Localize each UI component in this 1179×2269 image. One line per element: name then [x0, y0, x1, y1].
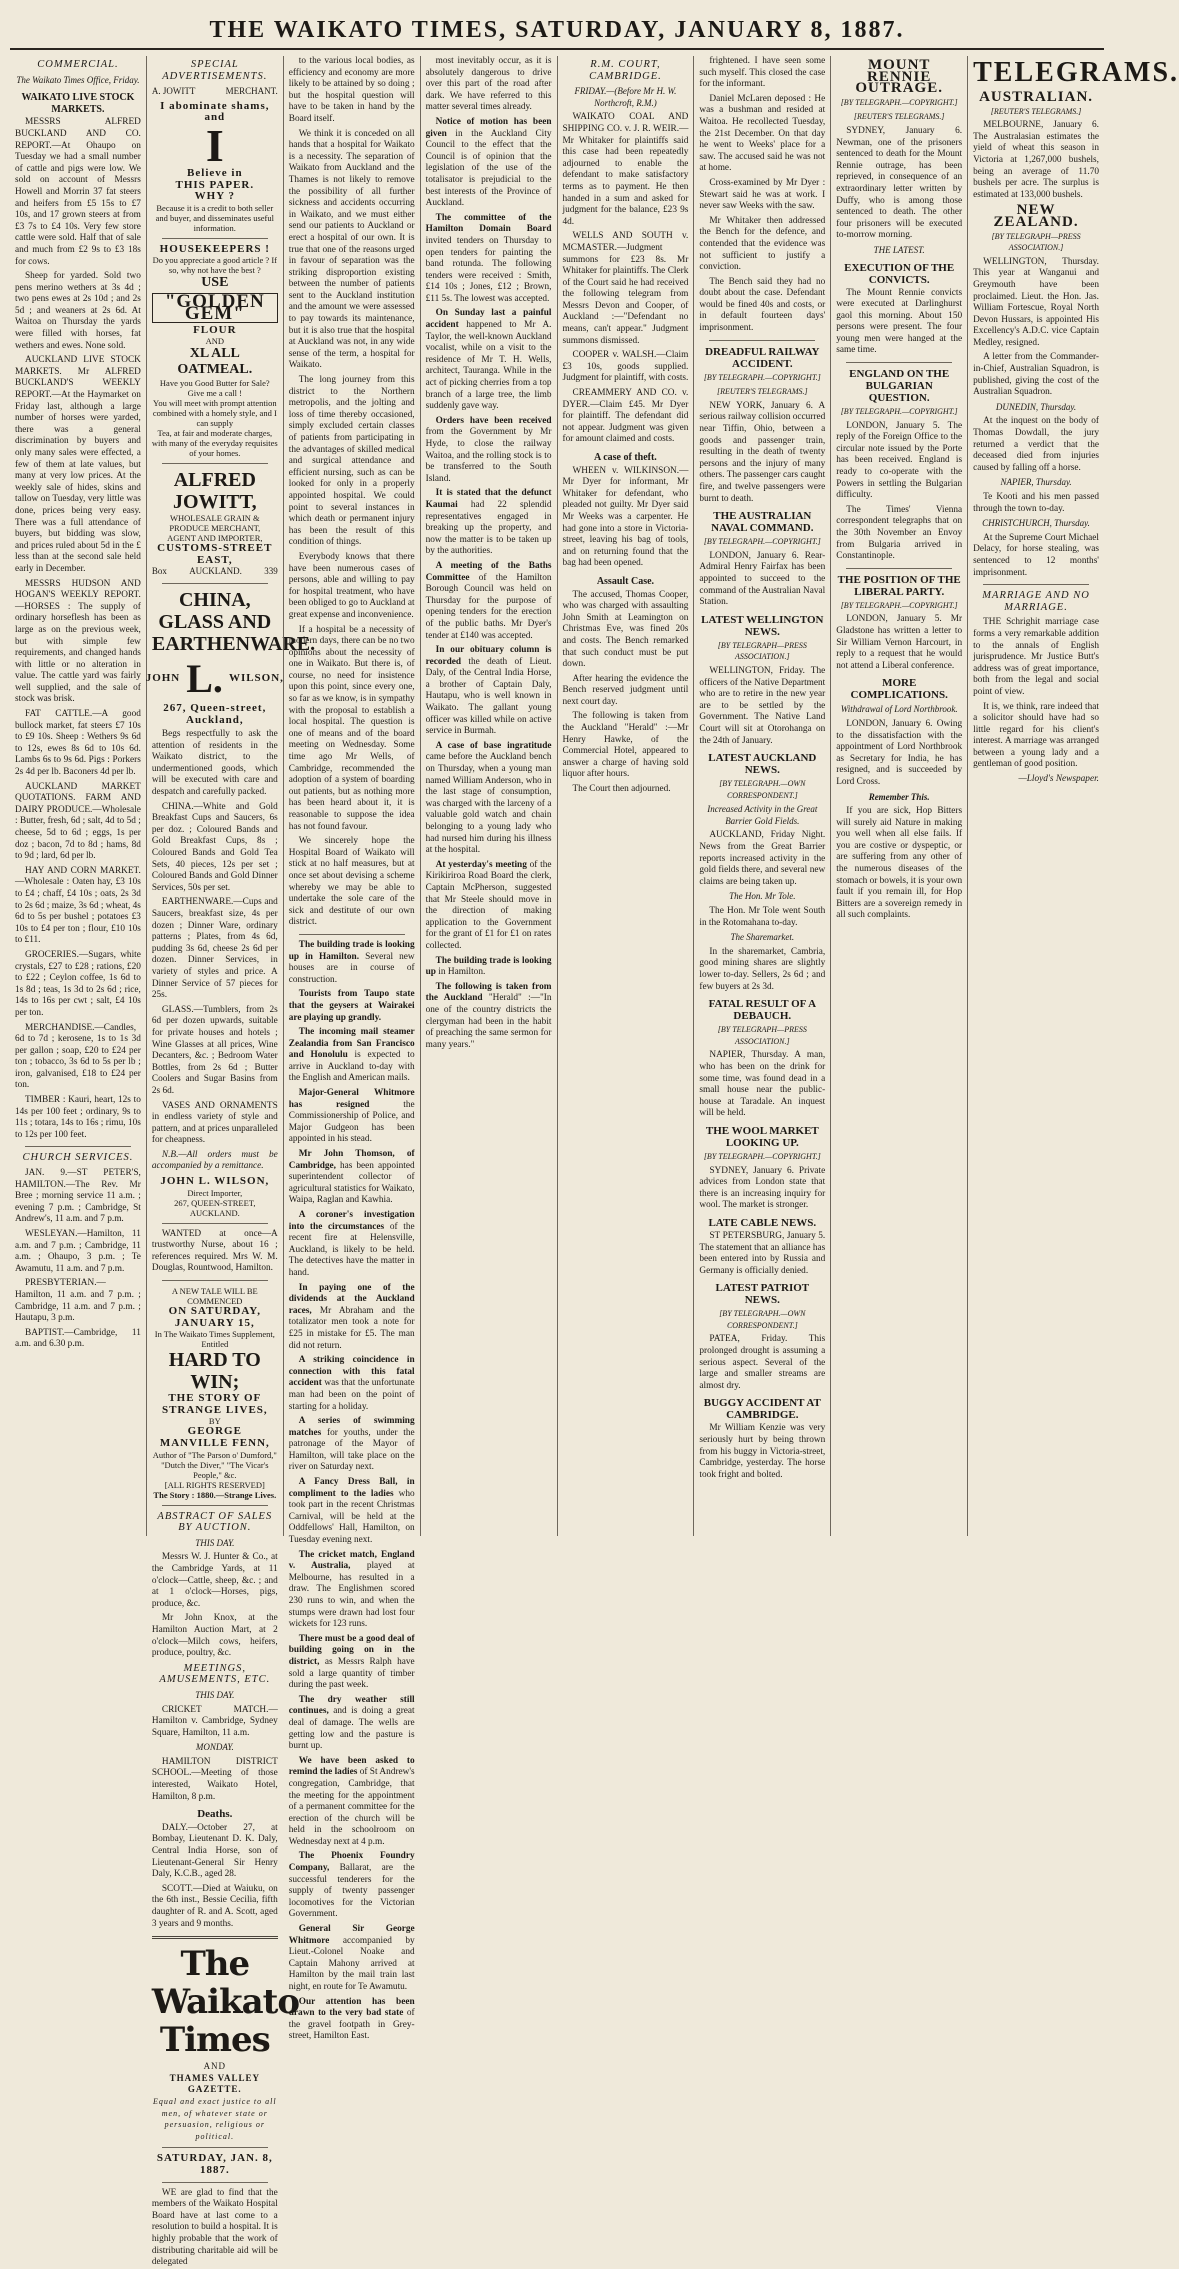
subheading: FRIDAY.—(Before Mr H. W. Northcroft, R.M.) — [574, 86, 677, 108]
credit-line: [BY TELEGRAPH—PRESS ASSOCIATION.] — [991, 231, 1081, 253]
paragraph: The Mount Rennie convicts were executed at Darlinghurst gaol this morning. About 150 persons were present. The four young men were hanged at the same time. — [836, 287, 963, 356]
divider — [846, 568, 952, 569]
ad-line: XL ALL OATMEAL. — [177, 346, 253, 378]
divider — [162, 2147, 268, 2148]
golden-gem-ad — [152, 244, 278, 458]
ad-line: ON SATURDAY, JANUARY 15, — [168, 1305, 261, 1329]
subheading: Increased Activity in the Great Barrier Gold Fields. — [707, 804, 818, 826]
subheading: The Waikato Times Office, Friday. — [16, 74, 140, 85]
ad-box-label: Box — [151, 566, 167, 577]
news-note — [289, 1756, 415, 1849]
ad-big-letter: L. — [186, 655, 223, 701]
paragraph: FAT CATTLE.—A good bullock market, fat steers £7 10s to £9 10s. Sheep : Wethers 9s 6d to 12s, ewes 8s 6d to 10s 6d. Lambs 6s to 9s 6d. Pigs : Porkers 2s 4d per lb. Baconers 4d per lb. — [15, 709, 141, 778]
wilson-name-row — [145, 655, 284, 701]
credit-line: [REUTER'S TELEGRAMS.] — [853, 112, 945, 122]
news-note — [289, 1695, 415, 1753]
note-text: and is doing a great deal of damage. The wells are getting low and the pasture is burnt up. — [288, 1706, 415, 1752]
note-text: of the Kirikiriroa Road Board the clerk, Captain McPherson, suggested that Mr Steele should move in the direction of making application to the Government for the grant of £1 for £1 on rates collected. — [425, 859, 552, 951]
news-note — [289, 989, 415, 1024]
paragraph: MELBOURNE, January 6. The Australasian estimates the yield of wheat this season in Victoria at 1,267,000 bushels, being an average of 11.70 bushels per acre. The surplus is estimated at 133,000 bushels. — [973, 120, 1099, 200]
column-court — [557, 56, 694, 1536]
note-lead: On Sunday last a painful accident — [425, 308, 552, 331]
note-lead: The incoming mail steamer Zealandia from San Francisco and Honolulu — [288, 1027, 415, 1061]
paragraph: At the inquest on the body of Thomas Dowdall, the jury returned a verdict that the deceased died from injuries caused by falling off a horse. — [973, 416, 1099, 473]
column-advertisements — [145, 56, 316, 2268]
paragraph: most inevitably occur, as it is absolutely dangerous to drive over this part of the road after dark. We have referred to this matter several times already. — [425, 56, 552, 113]
paragraph: AUCKLAND LIVE STOCK MARKETS. Mr ALFRED BUCKLAND'S WEEKLY REPORT.—At the Haymarket on Friday last, although a large number of horses were yarded, there was a general discrimination by buyers and only many sales were effected, a few of them at late values, but many at very low prices. At the weekly sale of hides, skins and tallow on Tuesday, very little was done, prices being very easy. There was a full attendance of buyers, but bidding was slow, and prices ruled about 5d in the £ less than at the second sale held early in December. — [15, 355, 141, 574]
subheading: Withdrawal of Lord Northbrook. — [840, 704, 958, 715]
note-text: Several new houses are in course of construction. — [288, 951, 415, 985]
divider — [162, 238, 268, 239]
credit-line: [BY TELEGRAPH.—COPYRIGHT.] — [703, 1151, 821, 1161]
article-heading: MOUNT RENNIE OUTRAGE. — [855, 57, 943, 97]
wilson-ad — [145, 588, 316, 726]
credit-line: [BY TELEGRAPH.—COPYRIGHT.] — [703, 372, 821, 382]
paragraph: N.B.—All orders must be accompanied by a remittance. — [151, 1149, 278, 1172]
note-text: who took part in the recent Christmas Carnival, will be held at the Oddfellows' Hall, Hamilton, on Tuesday evening next. — [288, 1488, 415, 1546]
ad-line: Direct Importer, — [187, 1187, 243, 1198]
divider — [162, 463, 268, 464]
article-heading: AUSTRALIAN. — [979, 89, 1094, 105]
note-lead: A striking coincidence in connection with this fatal accident — [288, 1355, 415, 1389]
paragraph: The Hon. Mr Tole went South in the Rotomahana to-day. — [699, 906, 826, 928]
divider — [299, 934, 405, 935]
paragraph: The long journey from this district to the Northern metropolis, and the jolting and loss of time thereby occasioned, simply excluded certain classes of patients from participating in the advantages of skilled medical and surgical attendance and efficient nursing, such as can be looked for only in a properly appointed hospital. We could point to several instances in which death or permanent injury has been the result of this condition of things. — [288, 375, 415, 548]
credit-line: [BY TELEGRAPH.—COPYRIGHT.] — [840, 97, 958, 107]
paragraph: GLASS.—Tumblers, from 2s 6d per dozen upwards, suitable for private houses and hotels ; Wine Glasses at all prices, Wine Decanters, &c. ; Bedroom Water Bottles, from 2s 6d ; Butter Coolers and Sugar Basins from 2s 6d. — [151, 1004, 278, 1096]
note-lead: In our obituary column is recorded — [425, 645, 552, 667]
note-lead: Orders have been received — [435, 415, 552, 426]
note-text: from the Government by Mr Hyde, to close the railway Waitoa, and the rolling stock is to be transferred to the South Island. — [425, 427, 552, 484]
paragraph: The following is taken from the Auckland "Herald" :—Mr Henry Hawke, of the Commercial Hotel, appeared to answer a charge of having sold liquor after hours. — [562, 711, 689, 780]
column-telegrams-2 — [830, 56, 967, 1536]
news-note — [289, 1997, 415, 2043]
masthead-title: THE WAIKATO TIMES, SATURDAY, JANUARY 8, 1887. — [209, 17, 905, 43]
note-text: of the gravel footpath in Grey-street, Hamilton East. — [288, 2008, 415, 2042]
column-telegrams-3 — [967, 56, 1179, 1536]
note-text: the Commissionership of Police, and Major Gudgeon has been appointed in his stead. — [288, 1099, 415, 1145]
note-text: came before the Auckland bench on Thursday, when a young man named William Anderson, who in the last stage of consumption, was charged with the larceny of a valuable gold watch and chain belonging to a young lady who had nursed him during his illness at the hospital. — [425, 752, 552, 856]
column-local-news — [420, 56, 557, 1536]
news-note — [426, 860, 552, 953]
paragraph: WELLINGTON, Friday. The officers of the Native Department who are to retire in the new year are to be settled by the Government. The Native Land Court will sit at Otorohanga on the 24th of January. — [699, 665, 826, 746]
ad-line: ALFRED JOWITT, — [173, 469, 257, 514]
paragraph: Mr John Knox, at the Hamilton Auction Mart, at 2 o'clock—Milch cows, heifers, produce, poultry, &c. — [151, 1613, 278, 1659]
divider — [162, 1223, 268, 1224]
article-heading: LATEST WELLINGTON NEWS. — [701, 613, 824, 638]
paragraph: At the Supreme Court Michael Delacy, for horse stealing, was sentenced to 12 months' imprisonment. — [973, 532, 1099, 578]
paragraph: MESSRS HUDSON AND HOGAN'S WEEKLY REPORT.—HORSES : The supply of ordinary horseflesh has been as large as on the previous week, but with simple few requirements, and changed hands with little or no alteration in value. The cattle yard was fairly well supplied, and the sale of stock was brisk. — [15, 578, 141, 705]
ad-line: WHY ? — [194, 190, 235, 203]
ad-line: Do you appreciate a good article ? If so, why not have the best ? — [152, 255, 277, 276]
paragraph: CRICKET MATCH.—Hamilton v. Cambridge, Sydney Square, Hamilton, 11 a.m. — [151, 1704, 278, 1738]
article-heading: DREADFUL RAILWAY ACCIDENT. — [705, 345, 820, 370]
news-note — [426, 308, 552, 412]
note-lead: The following is taken from the Auckland — [425, 981, 552, 1004]
note-lead: The Phoenix Foundry Company, — [288, 1851, 415, 1874]
note-text: of St Andrew's congregation, Cambridge, that the meeting for the appointment of a permanent committee for the erection of the church will be held in the schoolroom on Wednesday next at 4 p.m. — [288, 1767, 415, 1847]
ad-line: BY — [208, 1416, 221, 1427]
paragraph: WAIKATO COAL AND SHIPPING CO. v. J. R. WEIR.—Mr Whitaker for plaintiffs said this case had been repeatedly adjourned to enable the defendant to make satisfactory terms as to payment. He then handed in a sum and asked for judgment for the balance, £23 9s 4d. — [562, 112, 689, 227]
paragraph: Te Kooti and his men passed through the town to-day. — [973, 492, 1099, 514]
note-lead: The committee of the Hamilton Domain Board — [425, 212, 552, 235]
note-text: played at Melbourne, has resulted in a draw. The Englishmen scored 230 runs to win, and when the stumps were drawn had lost four wickets for 123 runs. — [288, 1561, 415, 1630]
divider — [162, 1280, 268, 1281]
ad-line: FLOUR — [193, 323, 237, 336]
section-heading: CHURCH SERVICES. — [22, 1152, 134, 1164]
paragraph: LONDON, January 6. Rear-Admiral Henry Fairfax has been appointed to succeed to the command of the Australian Naval Station. — [699, 550, 826, 608]
subheading: THIS DAY. — [195, 1689, 235, 1700]
paragraph: HAY AND CORN MARKET.—Wholesale : Oaten hay, £3 10s to £4 ; chaff, £4 10s ; oats, 2s 3d to 2s 6d ; maize, 3s 6d ; wheat, 4s 6d to 5s per bushel ; potatoes £3 10s to £4 per ton ; flour, £10 10s to £11. — [15, 865, 141, 946]
note-lead: The dry weather still continues, — [288, 1694, 415, 1717]
paragraph: Sheep for yarded. Sold two pens merino wethers at 3s 4d ; two pens ewes at 2s 10d ; and 2s 5d ; and weaners at 2s 6d. At Waitoa on Thursday the yards were filled with horses, fat wethers and ewes. None sold. — [15, 271, 141, 351]
divider — [846, 362, 952, 363]
alfred-jowitt-ad — [152, 469, 278, 578]
paragraph: DALY.—October 27, at Bombay, Lieutenant D. K. Daly, Central India Horse, son of Lieutenant-General Sir Henry Daly, K.C.B., aged 28. — [151, 1822, 278, 1880]
subheading: DUNEDIN, Thursday. — [995, 401, 1077, 412]
ad-box-number: 339 — [264, 566, 278, 577]
note-lead: There must be a good deal of building going on in the district, — [288, 1633, 415, 1667]
ad-line: AND — [205, 336, 225, 347]
article-heading: LATE CABLE NEWS. — [708, 1216, 817, 1229]
article-heading: LATEST AUCKLAND NEWS. — [708, 752, 817, 777]
note-lead: A meeting of the Baths Committee — [425, 560, 552, 583]
section-heading: COMMERCIAL. — [37, 59, 119, 70]
paragraph: Begs respectfully to ask the attention of residents in the Waikato district, to the undermentioned goods, which will be executed with care and despatch and carefully packed. — [151, 729, 278, 798]
article-heading: ENGLAND ON THE BULGARIAN QUESTION. — [849, 368, 950, 405]
paragraph: Mr William Kenzie was very seriously hurt by being thrown from his buggy in Victoria-street, Cambridge, yesterday. The horse took fright and bolted. — [699, 1423, 826, 1480]
divider — [162, 583, 268, 584]
nameplate-motto: Equal and exact justice to all men, of whatever state or persuasion, religious or political. — [153, 2096, 277, 2141]
subheading: MONDAY. — [195, 1742, 234, 1753]
news-note — [289, 1355, 415, 1413]
news-note — [289, 1924, 415, 1994]
column-editorial — [283, 56, 420, 2042]
ad-line: JOHN — [145, 672, 181, 685]
divider — [152, 1936, 278, 1939]
paragraph: We sincerely hope the Hospital Board of Waikato will stick at no half measures, but at once set about devising a scheme whereby we may be able to undertake the sole care of the sick and destitute of our own district. — [288, 836, 415, 928]
divider — [162, 2182, 268, 2183]
paragraph: If a hospital be a necessity of modern days, there can be no two opinions about the necessity of one in Waikato. But there is, of course, no need for insistence upon this point, since every one, so far as we know, is in sympathy with the proposal to establish a local hospital. The question is one of means and of the board meeting on Wednesday. Some time ago Mr Wells, of Cambridge, recommended the adoption of a system of boarding out patients, but as nothing more has been heard about it, it is reasonable to suppose the idea has not found favour. — [288, 624, 415, 832]
ad-line: USE — [201, 275, 229, 291]
paragraph: CHINA.—White and Gold Breakfast Cups and Saucers, 6s per doz. ; Coloured Bands and Gold Breakfast Cups, 8s ; Coloured Bands and Gold Tea Sets, 40 pieces, 12s per set ; Coloured Bands and Gold Dinner Services, 50s per set. — [151, 801, 278, 893]
subheading: MORE COMPLICATIONS. — [850, 677, 948, 702]
ad-merchant-name: A. JOWITT — [151, 86, 196, 97]
paragraph: In the sharemarket, Cambria, good mining shares are slightly lower to-day. Sellers, 2s 6d ; and few buyers at 2s 3d. — [699, 946, 826, 992]
paragraph: EARTHENWARE.—Cups and Saucers, breakfast size, 4s per dozen ; Dinner Ware, ordinary patterns ; Plates, from 4s 6d, pudding 3s 6d, cheese 2s 6d per dozen. Dinner Services, in variety of styles and price. A Dinner Service of 57 pieces for 25s. — [151, 897, 278, 1001]
paragraph: TIMBER : Kauri, heart, 12s to 14s per 100 feet ; ordinary, 9s to 11s ; totara, 14s to 16s ; rimu, 10s to 12s per 100 feet. — [15, 1095, 141, 1140]
paragraph: to the various local bodies, as efficiency and economy are more likely to be attained by so doing ; but the hospital question will have to be taken in hand by the Board itself. — [288, 56, 415, 124]
paragraph: ST PETERSBURG, January 5. The statement that an alliance has been entered into by Russia and Germany is officially denied. — [699, 1230, 826, 1276]
subheading: EXECUTION OF THE CONVICTS. — [844, 261, 955, 286]
paragraph: AUCKLAND, Friday Night. News from the Great Barrier reports increased activity in the gold fields there, and several new claims are being taken up. — [699, 830, 826, 887]
news-note — [289, 1477, 415, 1547]
note-lead: A series of swimming matches — [288, 1416, 415, 1438]
paragraph: SYDNEY, January 6. Newman, one of the prisoners sentenced to death for the Mount Rennie outrage, has been reprieved, in consequence of an extraordinary letter written by Duffy, who is among those sentenced to death. The other four prisoners will be executed to-morrow morning. — [836, 125, 963, 241]
paragraph: We think it is conceded on all hands that a hospital for Waikato is a necessity. The separation of Waikato from Auckland and the Thames is not likely to remove the possibility of all further sickness and accidents occurring in Waikato, and we must either send our patients to Auckland or erect a hospital of our own. It is true that one of the reasons urged in favour of separation was the striking disproportion existing between the number of patients sent to the Auckland institution and the amount we were assessed to pay towards its maintenance, but it is also true that the hospital at Auckland was not, in any wide sense of the term, a hospital for Waikato. — [288, 128, 415, 371]
note-lead: The building trade is looking up in Hamilton. — [288, 939, 415, 962]
divider — [709, 340, 815, 341]
ad-merchant-title: MERCHANT. — [225, 86, 278, 97]
article-heading: THE AUSTRALIAN NAVAL COMMAND. — [711, 510, 814, 535]
divider — [162, 1505, 268, 1506]
paragraph: WHEEN v. WILKINSON.—Mr Dyer for informant, Mr Whitaker for defendant, who pleaded not guilty. Mr Dyer said Mr Weeks was a carpenter. He had gone into a store in Victoria-street, leaving his bag of tools, and on returning found that the bag had been opened. — [562, 465, 689, 569]
paragraph: AUCKLAND MARKET QUOTATIONS. FARM AND DAIRY PRODUCE.—Wholesale : Butter, fresh, 6d ; salt, 4d to 5d ; cheese, 5d to 6d ; eggs, 1s per doz ; bacon, 7d to 8d ; hams, 8d to 9d ; lard, 6d per lb. — [15, 781, 141, 862]
news-note — [289, 1634, 415, 1692]
note-text: invited tenders on Thursday to open tenders for painting the band rotunda. The following tenders were received : Smith, £14 10s ; Jones, £12 ; Brown, £11 5s. The lowest was accepted. — [425, 235, 552, 304]
paragraph: PRESBYTERIAN.—Hamilton, 11 a.m. and 7 p.m. ; Cambridge, 11 a.m. and 7 p.m. ; Hautapu, 3 p.m. — [15, 1278, 141, 1324]
paragraph: SYDNEY, January 6. Private advices from London state that there is an increasing inquiry for wool. The market is stronger. — [699, 1165, 826, 1211]
section-heading: MARRIAGE AND NO MARRIAGE. — [982, 590, 1090, 613]
paragraph: frightened. I have seen some such myself. This closed the case for the informant. — [699, 56, 826, 90]
subheading: NAPIER, Thursday. — [1000, 477, 1072, 488]
ad-line: Have you Good Butter for Sale? Give me a call ! — [159, 378, 270, 399]
note-text: in Hamilton. — [438, 967, 486, 978]
divider — [25, 1146, 131, 1147]
paragraph: Cross-examined by Mr Dyer : Stewart said he was at work. I never saw Weeks with the saw. — [699, 177, 826, 212]
article-heading: NEW ZEALAND. — [993, 202, 1079, 230]
paragraph: LONDON, January 5. Mr Gladstone has written a letter to Sir William Vernon Harcourt, in reply to a request that he would not attend a Liberal conference. — [836, 614, 963, 671]
note-lead: Mr John Thomson, of Cambridge, — [288, 1149, 415, 1171]
paragraph: The Times' Vienna correspondent telegraphs that on the 30th November an Envoy from Bulgaria arrived in Constantinople. — [836, 504, 963, 562]
ad-line: Believe in — [187, 166, 243, 179]
paragraph: The Bench said they had no doubt about the case. Defendant would be fined 40s and costs, or in default fourteen days' imprisonment. — [699, 276, 826, 334]
news-note — [426, 416, 552, 486]
credit-line: [BY TELEGRAPH.—COPYRIGHT.] — [840, 407, 958, 417]
article-heading: LATEST PATRIOT NEWS. — [715, 1282, 810, 1307]
news-note — [426, 213, 552, 306]
paragraph: The Court then adjourned. — [572, 784, 671, 795]
paragraph: HAMILTON DISTRICT SCHOOL.—Meeting of those interested, Waikato Hotel, Hamilton, 8 p.m. — [151, 1756, 278, 1802]
paragraph: A letter from the Commander-in-Chief, Australian Squadron, is published, giving the cost of the Australian Squadron. — [973, 352, 1099, 398]
note-lead: Major-General Whitmore has resigned — [288, 1088, 415, 1110]
news-note — [426, 488, 552, 558]
paragraph: WELLINGTON, Thursday. This year at Wanganui and Greymouth have been proclaimed. Lieut. the Hon. Jas. William Fortescue, Royal North Devon Hussars, is appointed His Excellency's A.D.C. vice Captain Medley, resigned. — [973, 256, 1099, 348]
ad-line: THE STORY OF STRANGE LIVES, — [161, 1392, 268, 1416]
subheading: CHRISTCHURCH, Thursday. — [982, 518, 1090, 529]
leader-paragraph: WE are glad to find that the members of the Waikato Hospital Board have at last come to a resolution to build a hospital. It is highly probable that the work of distributing charitable aid will be delegated — [151, 2187, 278, 2268]
credit-line: [BY TELEGRAPH—PRESS ASSOCIATION.] — [717, 640, 807, 662]
note-text: of the recent fire at Helensville, Auckland, is likely to be held. The detectives have the matter in hand. — [288, 1221, 415, 1278]
wilson-signature — [152, 1176, 278, 1218]
deaths-heading: Deaths. — [197, 1808, 233, 1821]
paragraph: NAPIER, Thursday. A man, who has been on the drink for some time, was found dead in a small house near the public-house at Taradale. An inquest will be held. — [699, 1050, 826, 1119]
ad-header-row — [152, 86, 278, 98]
note-text: of the Hamilton Borough Council was held on Thursday for the purpose of opening tenders for the erection of the public baths. Mr Dyer's tender at £140 was accepted. — [425, 572, 552, 641]
subheading: The Sharemarket. — [730, 932, 795, 943]
paragraph: MERCHANDISE.—Candles, 6d to 7d ; kerosene, 1s to 1s 3d per gallon ; soap, £20 to £24 per ton ; tobacco, 3s 6d to 5s per lb ; iron, galvanised, £18 to £24 per ton. — [15, 1022, 141, 1091]
paragraph: The accused, Thomas Cooper, who was charged with assaulting John Smith at Leamington on Christmas Eve, was fined 20s and costs. The Bench remarked that such conduct must be put down. — [562, 589, 689, 670]
columns — [10, 56, 1179, 2268]
news-note — [289, 1088, 415, 1146]
note-lead: The cricket match, England v. Australia, — [288, 1549, 415, 1572]
note-lead: Notice of motion has been given — [425, 116, 552, 139]
article-heading: FATAL RESULT OF A DEBAUCH. — [708, 998, 817, 1023]
ad-line: In The Waikato Times Supplement, Entitled — [154, 1329, 275, 1350]
source-credit: —Lloyd's Newspaper. — [1018, 774, 1099, 785]
ad-line: A NEW TALE WILL BE COMMENCED — [171, 1286, 258, 1307]
paragraph: Everybody knows that there have been numerous cases of persons, able and willing to pay for hospital treatment, who have been obliged to go to Auckland at great expense and inconvenience. — [288, 551, 415, 620]
news-note — [426, 956, 552, 979]
note-text: in the Auckland City Council to the effect that the Council is of opinion that the legislation of the use of the totalisator is prejudicial to the best interests of the Province of Auckland. — [425, 128, 552, 209]
note-text: for youths, under the patronage of the Mayor of Hamilton, will take place on the river on Saturday next. — [288, 1427, 415, 1473]
news-note — [426, 982, 552, 1052]
paragraph: It is, we think, rare indeed that a solicitor should have had so little regard for his client's interest. A marriage was arranged between a young lady and a gentleman of good position. — [973, 701, 1099, 770]
paragraph: CREAMMERY AND CO. v. DYER.—Claim £45. Mr Dyer for plaintiff. The defendant did not appear. Judgment was given for amount claimed and costs. — [562, 388, 689, 445]
dateline: SATURDAY, JAN. 8, 1887. — [156, 2152, 273, 2176]
jowitt-ad — [152, 101, 278, 233]
paragraph: LONDON, January 5. The reply of the Foreign Office to the circular note issued by the Porte has been received. England is ready to co-operate with the Powers in settling the Bulgarian difficulty. — [836, 420, 963, 501]
ad-line: I abominate shams, and — [160, 99, 270, 124]
ad-line: AGENT AND IMPORTER, — [167, 533, 263, 544]
section-heading: MEETINGS, AMUSEMENTS, ETC. — [159, 1662, 271, 1686]
note-lead: A Fancy Dress Ball, in compliment to the ladies — [288, 1477, 415, 1499]
paragraph: VASES AND ORNAMENTS in endless variety of style and pattern, and at prices unparalleled for cheapness. — [151, 1100, 278, 1146]
note-lead: Tourists from Taupo state that the geysers at Wairakei are playing up grandly. — [288, 989, 415, 1023]
ad-line: JOHN L. WILSON, — [160, 1175, 270, 1188]
ad-line: Tea, at fair and moderate charges, with many of the everyday requisites of your homes. — [151, 428, 278, 459]
paragraph: After hearing the evidence the Bench reserved judgment until next court day. — [562, 673, 689, 707]
note-text: Ballarat, are the successful tenderers for the supply of twenty passenger locomotives for the Victorian Government. — [288, 1863, 415, 1920]
note-text: is expected to arrive in Auckland to-day with the English and American mails. — [288, 1050, 415, 1084]
subheading: THE LATEST. — [873, 244, 925, 255]
article-heading: A case of theft. — [594, 452, 657, 463]
news-note — [426, 117, 552, 210]
credit-line: [BY TELEGRAPH.—OWN CORRESPONDENT.] — [719, 779, 806, 800]
paragraph: BAPTIST.—Cambridge, 11 a.m. and 6.30 p.m. — [15, 1327, 141, 1350]
news-note — [289, 940, 415, 986]
column-telegrams-1 — [693, 56, 830, 1536]
note-lead: General Sir George Whitmore — [288, 1924, 415, 1946]
note-lead: It is stated that the defunct Kaumai — [425, 488, 552, 510]
ad-line: HOUSEKEEPERS ! — [159, 242, 270, 255]
news-note — [289, 1283, 415, 1353]
news-note — [426, 741, 552, 857]
news-note — [289, 1416, 415, 1474]
note-lead: A coroner's investigation into the circumstances — [288, 1210, 415, 1232]
ad-line: CHINA, GLASS AND — [158, 588, 272, 633]
newspaper-nameplate: The Waikato Times — [151, 1944, 300, 2061]
nameplate-subtitle: THAMES VALLEY GAZETTE. — [169, 2072, 261, 2095]
ad-line: 267, Queen-street, Auckland, — [163, 701, 267, 726]
news-note — [289, 1210, 415, 1280]
credit-line: [REUTER'S TELEGRAMS.] — [990, 106, 1082, 116]
paragraph: GROCERIES.—Sugars, white crystals, £27 to £28 ; rations, £20 to £22 ; Ceylon coffee, 1s 6d to 1s 8d ; teas, 1s 3d to 2s 6d ; rice, 14s to 16s per cwt ; salt, £4 10s per ton. — [15, 949, 141, 1018]
section-heading: ABSTRACT OF SALES BY AUCTION. — [157, 1510, 273, 1534]
ad-line: GEORGE MANVILLE FENN, — [159, 1425, 270, 1449]
paragraph: WESLEYAN.—Hamilton, 11 a.m. and 7 p.m. ; Cambridge, 11 a.m. ; Ohaupo, 3 p.m. ; Te Awamutu, 11 a.m. and 7 p.m. — [15, 1229, 141, 1274]
note-text: had 22 splendid representatives engaged in breaking up the property, and now the matter is to be taken up by the authorities. — [425, 499, 552, 557]
paragraph: Mr Whitaker then addressed the Bench for the defence, and contended that the evidence was not sufficient to justify a conviction. — [699, 215, 826, 273]
paragraph: LONDON, January 6. Owing to the dissatisfaction with the appointment of Lord Northbrook as Secretary for India, he has resigned, and is succeeded by Lord Cross. — [836, 718, 963, 787]
note-text: happened to Mr A. Taylor, the well-known Auckland vocalist, while on a visit to the residence of Mr T. H. Wells, architect, Tauranga. While in the act of picking cherries from a top branch of a large tree, the limb suddenly gave way. — [425, 320, 552, 412]
note-text: accompanied by Lieut.-Colonel Noake and Captain Mahony arrived at Hamilton by the mail train last night, en route for Te Awamutu. — [288, 1935, 415, 1992]
paragraph: MESSRS ALFRED BUCKLAND AND CO. REPORT.—At Ohaupo on Tuesday we had a small number of cattle and pigs were low. We sold on account of Messrs Howell and Morrin 37 fat steers and heifers from £5 15s to £7 10s, and 17 grown steers at from £3 7s to £4 10s. Very few store cattle were sold. Half that of sale and much from £2 9s to £3 18s for cows. — [15, 117, 141, 267]
paragraph: Daniel McLaren deposed : He was a bushman and resided at Waitoa. He recollected Tuesday, the 21st December. On that day he went to Weeks' place for a saw. The accused said he was not at home. — [699, 93, 826, 174]
section-heading: SPECIAL ADVERTISEMENTS. — [162, 59, 268, 82]
nameplate-and: AND — [203, 2061, 227, 2072]
ad-line: WILSON, — [228, 672, 284, 685]
note-lead: In paying one of the dividends at the Auckland races, — [288, 1282, 415, 1316]
paragraph: WELLS AND SOUTH v. MCMASTER.—Judgment summons for £23 8s. Mr Whitaker for plaintiffs. The Clerk of the Court said he had received the following telegram from Messrs Devon and Cooper, of Auckland :—"Defendant no means, can't appear." Judgment summons dismissed. — [562, 231, 689, 346]
credit-line: [BY TELEGRAPH.—COPYRIGHT.] — [840, 600, 958, 610]
article-heading: Assault Case. — [596, 575, 655, 587]
column-commercial — [10, 56, 146, 1536]
paragraph: COOPER v. WALSH.—Claim £3 10s, goods supplied. Judgment for plaintiff, with costs. — [562, 350, 689, 384]
note-lead: At yesterday's meeting — [435, 859, 527, 870]
ad-line: 267, QUEEN-STREET, AUCKLAND. — [174, 1197, 256, 1218]
credit-line: [BY TELEGRAPH—PRESS ASSOCIATION.] — [717, 1025, 807, 1046]
ad-line: Author of "The Parson o' Dumford," "Dutch the Diver," "The Vicar's People," &c. — [152, 1449, 277, 1480]
ad-line: HARD TO WIN; — [168, 1349, 261, 1394]
paragraph: THE Schrighit marriage case forms a very remarkable addition to the annals of English jurisprudence. Mr Justice Butt's address was of great importance, both from the legal and social point of view. — [973, 617, 1099, 697]
note-text: "Herald" :—"In one of the country districts the clergyman had been in the habit of preaching the same sermon for many years." — [425, 993, 552, 1050]
subheading: THIS DAY. — [195, 1537, 235, 1548]
ad-brand: "GOLDEN GEM" — [152, 293, 278, 322]
ad-line: EARTHENWARE. — [151, 632, 316, 655]
section-heading: R.M. COURT, CAMBRIDGE. — [589, 59, 662, 82]
new-tale-ad — [152, 1286, 278, 1500]
news-note — [289, 1027, 415, 1085]
ad-city: AUCKLAND. — [189, 566, 242, 577]
article-heading: THE POSITION OF THE LIBERAL PARTY. — [837, 573, 961, 598]
note-lead: A case of base ingratitude — [435, 740, 552, 751]
note-text: Mr Abraham and the totalizator men took a note for £25 in mistake for £5. The man did not return. — [288, 1305, 415, 1351]
ad-line: The Story : 1880.—Strange Lives. — [153, 1489, 277, 1500]
ad-line: WHOLESALE GRAIN & PRODUCE MERCHANT, — [169, 513, 261, 534]
wanted-ad: WANTED at once—A trustworthy Nurse, about 16 ; references required. Mrs W. M. Douglas, Rountwood, Hamilton. — [151, 1228, 278, 1274]
news-note — [289, 1149, 415, 1207]
note-lead: The building trade is looking up — [425, 955, 552, 978]
note-lead: Our attention has been drawn to the very bad state — [288, 1996, 415, 2019]
masthead — [10, 8, 1104, 50]
news-note — [289, 1550, 415, 1631]
ad-line: CUSTOMS-STREET EAST, — [157, 542, 273, 566]
subheading: Remember This. — [868, 791, 930, 802]
ad-line: You will meet with prompt attention combined with a homely style, and I can supply — [152, 398, 277, 429]
paragraph: JAN. 9.—ST PETER'S, HAMILTON.—The Rev. Mr Bree ; morning service 11 a.m. ; evening 7 p.m. ; Cambridge, St Andrew's, 11 a.m. and 7 p.m. — [15, 1168, 141, 1225]
ad-box-row — [152, 566, 278, 578]
paragraph: PATEA, Friday. This prolonged drought is assuming a serious aspect. Several of the large and smaller streams are almost dry. — [699, 1334, 826, 1391]
paragraph: Messrs W. J. Hunter & Co., at the Cambridge Yards, at 11 o'clock—Cattle, sheep, &c. ; and at 1 o'clock—Horses, pigs, produce, &c. — [151, 1552, 278, 1609]
paragraph: If you are sick, Hop Bitters will surely aid Nature in making you well when all else fails. If you are costive or dyspeptic, or are suffering from any other of the numerous diseases of the stomach or bowels, it is your own fault if you remain ill, for Hop Bitters are a sovereign remedy in all such complaints. — [836, 806, 963, 921]
note-text: as Messrs Ralph have sold a large quantity of timber during the past week. — [288, 1656, 415, 1691]
article-heading: WAIKATO LIVE STOCK MARKETS. — [21, 92, 135, 115]
credit-line: [REUTER'S TELEGRAMS.] — [717, 387, 808, 397]
news-note — [289, 1851, 415, 1921]
credit-line: [BY TELEGRAPH.—OWN CORRESPONDENT.] — [719, 1309, 806, 1330]
note-text: was that the unfortunate man had been on the point of starting for a holiday. — [288, 1378, 415, 1412]
note-lead: We have been asked to remind the ladies — [288, 1755, 415, 1778]
telegrams-heading: TELEGRAMS. — [973, 57, 1179, 88]
article-heading: THE WOOL MARKET LOOKING UP. — [705, 1124, 819, 1149]
article-heading: BUGGY ACCIDENT AT CAMBRIDGE. — [703, 1397, 821, 1422]
ad-line: Because it is a credit to both seller and buyer, and disseminates useful information. — [155, 202, 275, 233]
subheading: The Hon. Mr Tole. — [729, 891, 796, 902]
ad-line: [ALL RIGHTS RESERVED] — [164, 1479, 265, 1490]
note-text: the death of Lieut. Daly, of the Central India Horse, a brother of Captain Daly, Hautapu, who is well known in Waikato. The gallant young officer was killed while on active service in Burmah. — [425, 656, 552, 737]
note-text: has been appointed superintendent collector of agricultural statistics for Waikato, Waipa, Raglan and Kawhia. — [288, 1160, 415, 1206]
ad-line: THIS PAPER. — [175, 178, 255, 191]
paragraph: NEW YORK, January 6. A serious railway collision occurred near Tiffin, Ohio, between a goods and passenger train, resulting in the death of twenty persons and the injury of many others. The passenger cars caught fire, and twelve passengers were burnt to death. — [699, 400, 826, 504]
credit-line: [BY TELEGRAPH.—COPYRIGHT.] — [703, 537, 821, 547]
news-note — [426, 561, 552, 642]
divider — [983, 584, 1089, 585]
ad-big-letter: I — [205, 119, 224, 171]
news-note — [426, 645, 552, 738]
paragraph: SCOTT.—Died at Waiuku, on the 6th inst., Bessie Cecilia, fifth daughter of R. and A. Scott, aged 3 years and 9 months. — [151, 1883, 278, 1929]
